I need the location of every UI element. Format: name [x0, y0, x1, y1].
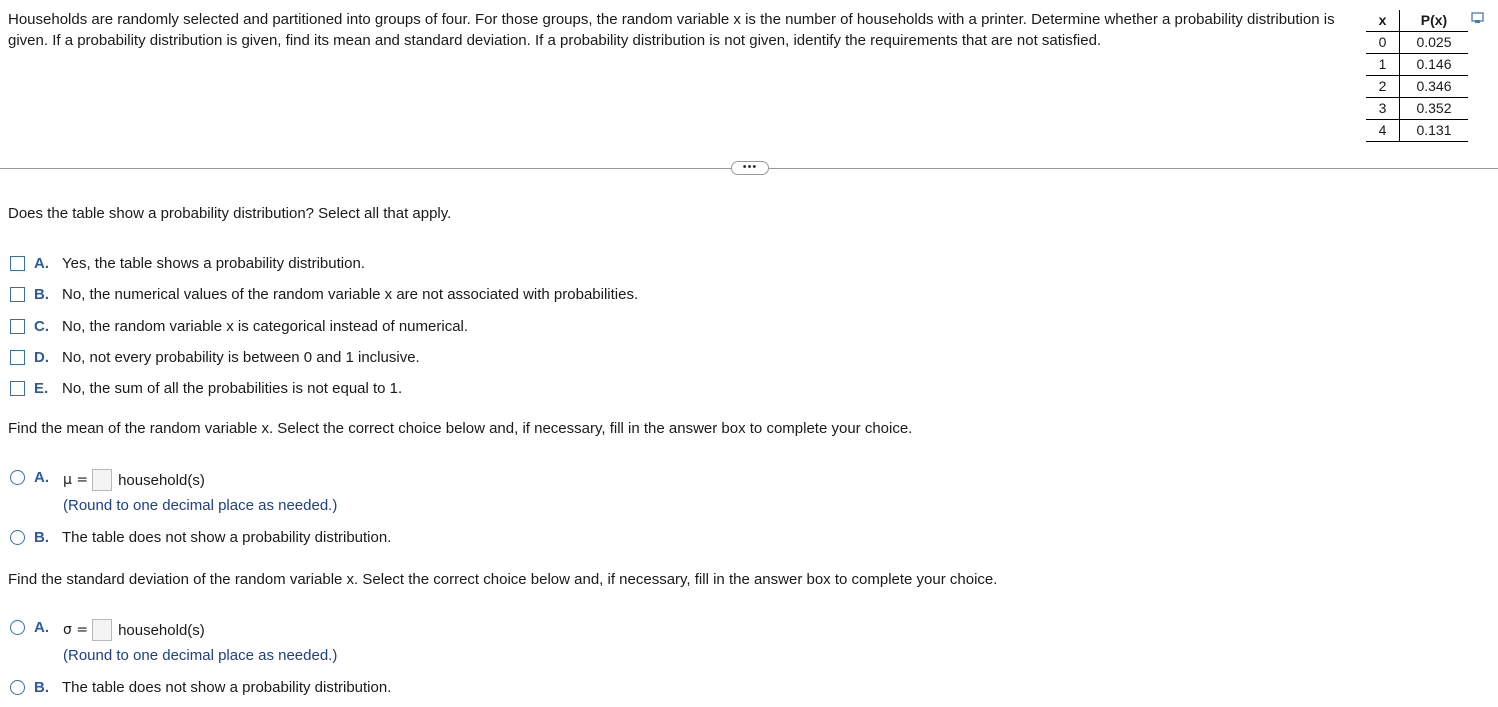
mean-option-a[interactable] — [10, 469, 62, 486]
sd-option-a[interactable] — [10, 619, 62, 636]
table-header-p: P(x) — [1400, 10, 1469, 32]
sd-answer-input[interactable] — [92, 619, 112, 641]
mean-answer-row — [63, 469, 205, 491]
sd-answer-row — [63, 619, 205, 641]
checkbox[interactable] — [10, 381, 25, 396]
checkbox[interactable] — [10, 319, 25, 334]
table-cell-p: 0.352 — [1400, 98, 1469, 120]
checkbox[interactable] — [10, 287, 25, 302]
sd-option-b[interactable] — [10, 679, 391, 696]
table-cell-x: 3 — [1366, 98, 1400, 120]
sd-rounding-hint: (Round to one decimal place as needed.) — [63, 647, 338, 664]
checkbox[interactable] — [10, 256, 25, 271]
table-cell-p: 0.131 — [1400, 120, 1469, 142]
option-letter: D. — [34, 348, 49, 366]
table-row — [1366, 98, 1468, 120]
table-row — [1366, 120, 1468, 142]
table-cell-x: 0 — [1366, 32, 1400, 54]
radio-button[interactable] — [10, 620, 25, 635]
option-letter: A. — [34, 619, 49, 636]
checkbox-option-b[interactable] — [10, 284, 638, 304]
mean-rounding-hint: (Round to one decimal place as needed.) — [63, 497, 338, 514]
checkbox[interactable] — [10, 350, 25, 365]
question-text: Households are randomly selected and partitioned into groups of four. For those groups, the random variable x is the number of households with a printer. Determine whether a probability distribution is given. If a probability distribution is given, find its mean and standard deviation. If a probability distribution is not given, identify the requirements that are not satisfied. — [8, 11, 1335, 49]
table-header-x: x — [1366, 10, 1400, 32]
part2-prompt: Find the mean of the random variable x. Select the correct choice below and, if necessary, fill in the answer box to complete your choice. — [8, 420, 913, 437]
checkbox-option-a[interactable] — [10, 253, 365, 273]
distribution-table — [1366, 10, 1468, 142]
table-cell-x: 2 — [1366, 76, 1400, 98]
option-letter: A. — [34, 254, 49, 272]
option-text: No, the random variable x is categorical instead of numerical. — [62, 317, 469, 335]
checkbox-option-c[interactable] — [10, 316, 468, 336]
checkbox-option-e[interactable] — [10, 378, 402, 398]
radio-button[interactable] — [10, 680, 25, 695]
table-cell-p: 0.025 — [1400, 32, 1469, 54]
option-text: Yes, the table shows a probability distribution. — [62, 254, 365, 272]
part1-prompt: Does the table show a probability distribution? Select all that apply. — [8, 205, 452, 222]
sd-unit-label: household(s) — [118, 621, 205, 639]
mu-symbol: μ = — [63, 472, 89, 488]
option-letter: B. — [34, 529, 49, 546]
table-row — [1366, 76, 1468, 98]
mean-option-b[interactable] — [10, 529, 391, 546]
part3-prompt: Find the standard deviation of the random variable x. Select the correct choice below and, if necessary, fill in the answer box to complete your choice. — [8, 571, 998, 588]
option-letter: B. — [34, 285, 49, 303]
mean-answer-input[interactable] — [92, 469, 112, 491]
table-cell-x: 4 — [1366, 120, 1400, 142]
popout-icon[interactable] — [1471, 12, 1485, 24]
table-cell-p: 0.346 — [1400, 76, 1469, 98]
option-text: No, not every probability is between 0 and 1 inclusive. — [62, 348, 420, 366]
option-text: No, the numerical values of the random variable x are not associated with probabilities. — [62, 285, 639, 303]
table-row — [1366, 32, 1468, 54]
option-text: The table does not show a probability distribution. — [62, 529, 392, 546]
option-letter: C. — [34, 317, 49, 335]
table-cell-p: 0.146 — [1400, 54, 1469, 76]
radio-button[interactable] — [10, 530, 25, 545]
mean-unit-label: household(s) — [118, 471, 205, 489]
option-text: No, the sum of all the probabilities is not equal to 1. — [62, 379, 403, 397]
sigma-symbol: σ = — [63, 622, 89, 638]
radio-button[interactable] — [10, 470, 25, 485]
table-row — [1366, 54, 1468, 76]
option-text: The table does not show a probability distribution. — [62, 679, 392, 696]
option-letter: A. — [34, 469, 49, 486]
option-letter: B. — [34, 679, 49, 696]
table-cell-x: 1 — [1366, 54, 1400, 76]
checkbox-option-d[interactable] — [10, 347, 420, 367]
expand-button[interactable]: ••• — [731, 161, 769, 175]
option-letter: E. — [34, 379, 49, 397]
